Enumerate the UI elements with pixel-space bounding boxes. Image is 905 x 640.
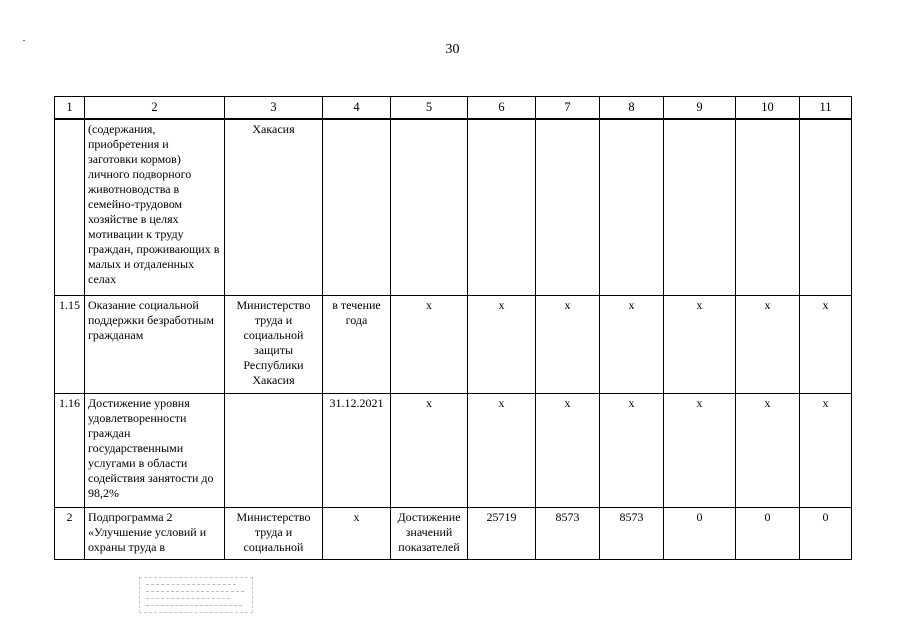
amount-cell: 0 — [800, 507, 852, 559]
amount-cell — [800, 119, 852, 295]
faded-stamp — [139, 577, 253, 613]
deadline — [323, 119, 391, 295]
column-header: 7 — [536, 97, 600, 120]
column-header: 6 — [468, 97, 536, 120]
result: х — [391, 393, 468, 507]
scan-mark — [23, 40, 25, 41]
row-number — [55, 119, 85, 295]
measure-name: (содержания, приобретения и заготовки кормов) личного подворного животноводства в семейно-трудовом хозяйстве в целях мотивации к труду граждан, проживающих в малых и отдаленных селах — [85, 119, 225, 295]
amount-cell: 8573 — [536, 507, 600, 559]
program-table — [54, 96, 852, 560]
column-number-row — [55, 97, 852, 120]
column-header: 9 — [664, 97, 736, 120]
amount-cell: х — [468, 295, 536, 393]
table-row — [55, 295, 852, 393]
measure-name: Оказание социальной поддержки безработным гражданам — [85, 295, 225, 393]
amount-cell: х — [536, 295, 600, 393]
amount-cell — [736, 119, 800, 295]
column-header: 3 — [225, 97, 323, 120]
amount-cell: х — [468, 393, 536, 507]
result: х — [391, 295, 468, 393]
measure-name: Достижение уровня удовлетворенности граждан государственными услугами в области содействия занятости до 98,2% — [85, 393, 225, 507]
amount-cell: х — [536, 393, 600, 507]
column-header: 4 — [323, 97, 391, 120]
amount-cell: х — [736, 295, 800, 393]
column-header: 5 — [391, 97, 468, 120]
executor: Министерство труда и социальной защиты Республики Хакасия — [225, 295, 323, 393]
table-row — [55, 393, 852, 507]
column-header: 2 — [85, 97, 225, 120]
executor: Хакасия — [225, 119, 323, 295]
table-row — [55, 119, 852, 295]
row-number: 1.16 — [55, 393, 85, 507]
deadline: х — [323, 507, 391, 559]
amount-cell — [468, 119, 536, 295]
amount-cell: х — [600, 393, 664, 507]
amount-cell: х — [664, 295, 736, 393]
page-number: 30 — [445, 42, 460, 57]
measure-name: Подпрограмма 2 «Улучшение условий и охраны труда в — [85, 507, 225, 559]
amount-cell: х — [664, 393, 736, 507]
amount-cell — [664, 119, 736, 295]
row-number: 1.15 — [55, 295, 85, 393]
amount-cell — [536, 119, 600, 295]
amount-cell: 0 — [664, 507, 736, 559]
column-header: 10 — [736, 97, 800, 120]
executor: Министерство труда и социальной — [225, 507, 323, 559]
row-number: 2 — [55, 507, 85, 559]
amount-cell — [600, 119, 664, 295]
deadline: 31.12.2021 — [323, 393, 391, 507]
result — [391, 119, 468, 295]
column-header: 8 — [600, 97, 664, 120]
amount-cell: х — [600, 295, 664, 393]
column-header: 11 — [800, 97, 852, 120]
amount-cell: 25719 — [468, 507, 536, 559]
amount-cell: 0 — [736, 507, 800, 559]
amount-cell: х — [800, 295, 852, 393]
amount-cell: х — [800, 393, 852, 507]
amount-cell: 8573 — [600, 507, 664, 559]
amount-cell: х — [736, 393, 800, 507]
deadline: в течение года — [323, 295, 391, 393]
executor — [225, 393, 323, 507]
column-header: 1 — [55, 97, 85, 120]
result: Достижение значений показателей — [391, 507, 468, 559]
table-row — [55, 507, 852, 559]
